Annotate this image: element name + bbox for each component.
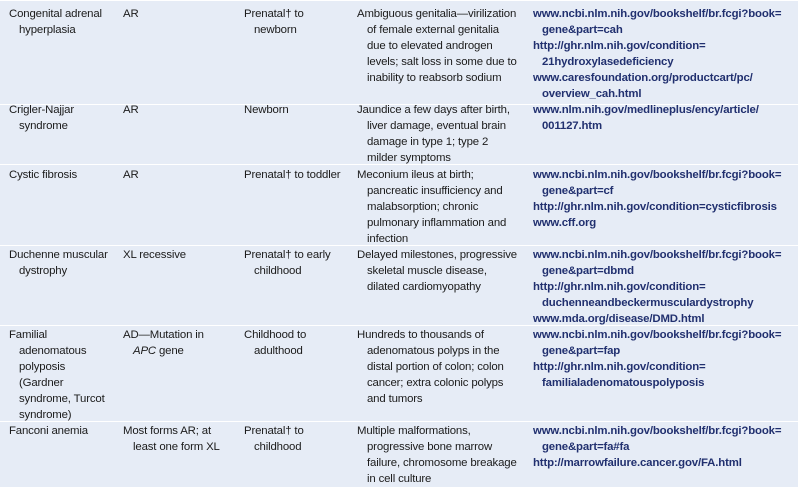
table-row xyxy=(0,102,798,165)
onset-cell: Prenatal† to toddler xyxy=(244,169,341,181)
table-row xyxy=(0,247,798,326)
links-cell xyxy=(533,423,795,471)
resource-link[interactable]: http://ghr.nlm.nih.gov/condition= 21hydroxylasedeficiency xyxy=(533,40,706,68)
links-cell xyxy=(533,327,795,391)
features-cell: Hundreds to thousands of adenomatous polyps in the distal portion of colon; colon cancer; extra colonic polyps and tumors xyxy=(357,329,504,405)
resource-link[interactable]: http://ghr.nlm.nih.gov/condition= duchenneandbeckermusculardystrophy xyxy=(533,281,754,309)
resource-link[interactable]: http://ghr.nlm.nih.gov/condition= familialadenomatouspolyposis xyxy=(533,361,706,389)
resource-link[interactable]: www.mda.org/disease/DMD.html xyxy=(533,313,705,325)
table-row xyxy=(0,327,798,422)
disorder-cell: Crigler-Najjar syndrome xyxy=(9,104,74,132)
onset-cell: Prenatal† to early childhood xyxy=(244,249,331,277)
resource-link[interactable]: http://ghr.nlm.nih.gov/condition=cysticfibrosis xyxy=(533,201,777,213)
resource-link[interactable]: www.ncbi.nlm.nih.gov/bookshelf/br.fcgi?book= gene&part=fap xyxy=(533,329,782,357)
inheritance-cell: AR xyxy=(123,169,139,181)
table-row xyxy=(0,423,798,486)
resource-link[interactable]: www.nlm.nih.gov/medlineplus/ency/article/ 001127.htm xyxy=(533,104,759,132)
inheritance-cell: AR xyxy=(123,104,139,116)
inheritance-cell: AD—Mutation in APC gene xyxy=(123,329,204,357)
links-cell xyxy=(533,6,795,102)
onset-cell: Childhood to adulthood xyxy=(244,329,307,357)
table-top-rule xyxy=(0,0,798,1)
resource-link[interactable]: www.ncbi.nlm.nih.gov/bookshelf/br.fcgi?book= gene&part=dbmd xyxy=(533,249,782,277)
inheritance-cell: XL recessive xyxy=(123,249,186,261)
resource-link[interactable]: www.ncbi.nlm.nih.gov/bookshelf/br.fcgi?book= gene&part=cf xyxy=(533,169,782,197)
resource-link[interactable]: http://marrowfailure.cancer.gov/FA.html xyxy=(533,457,742,469)
disorder-cell: Fanconi anemia xyxy=(9,425,88,437)
features-cell: Meconium ileus at birth; pancreatic insufficiency and malabsorption; chronic pulmonary inflammation and infection xyxy=(357,169,507,245)
table-row xyxy=(0,6,798,105)
disorder-cell: Duchenne muscular dystrophy xyxy=(9,249,108,277)
disorder-cell: Cystic fibrosis xyxy=(9,169,78,181)
disorder-cell: Congenital adrenal hyperplasia xyxy=(9,8,102,36)
features-cell: Delayed milestones, progressive skeletal muscle disease, dilated cardiomyopathy xyxy=(357,249,517,293)
resource-link[interactable]: www.caresfoundation.org/productcart/pc/ overview_cah.html xyxy=(533,72,753,100)
links-cell xyxy=(533,167,795,231)
links-cell xyxy=(533,247,795,327)
resource-link[interactable]: www.ncbi.nlm.nih.gov/bookshelf/br.fcgi?book= gene&part=cah xyxy=(533,8,782,36)
resource-link[interactable]: www.ncbi.nlm.nih.gov/bookshelf/br.fcgi?book= gene&part=fa#fa xyxy=(533,425,782,453)
features-cell: Multiple malformations, progressive bone marrow failure, chromosome breakage in cell culture xyxy=(357,425,517,485)
onset-cell: Newborn xyxy=(244,104,289,116)
resource-link[interactable]: www.cff.org xyxy=(533,217,597,229)
inheritance-cell: Most forms AR; at least one form XL xyxy=(123,425,220,453)
inheritance-cell: AR xyxy=(123,8,139,20)
features-cell: Jaundice a few days after birth, liver damage, eventual brain damage in type 1; type 2 milder symptoms xyxy=(357,104,510,164)
onset-cell: Prenatal† to childhood xyxy=(244,425,304,453)
onset-cell: Prenatal† to newborn xyxy=(244,8,304,36)
table-row xyxy=(0,167,798,246)
links-cell xyxy=(533,102,795,134)
disorder-cell: Familial adenomatous polyposis (Gardner syndrome, Turcot syndrome) xyxy=(9,329,105,421)
gene-name: APC xyxy=(133,345,156,357)
features-cell: Ambiguous genitalia—virilization of female external genitalia due to elevated androgen levels; salt loss in some due to inability to reabsorb sodium xyxy=(357,8,517,84)
